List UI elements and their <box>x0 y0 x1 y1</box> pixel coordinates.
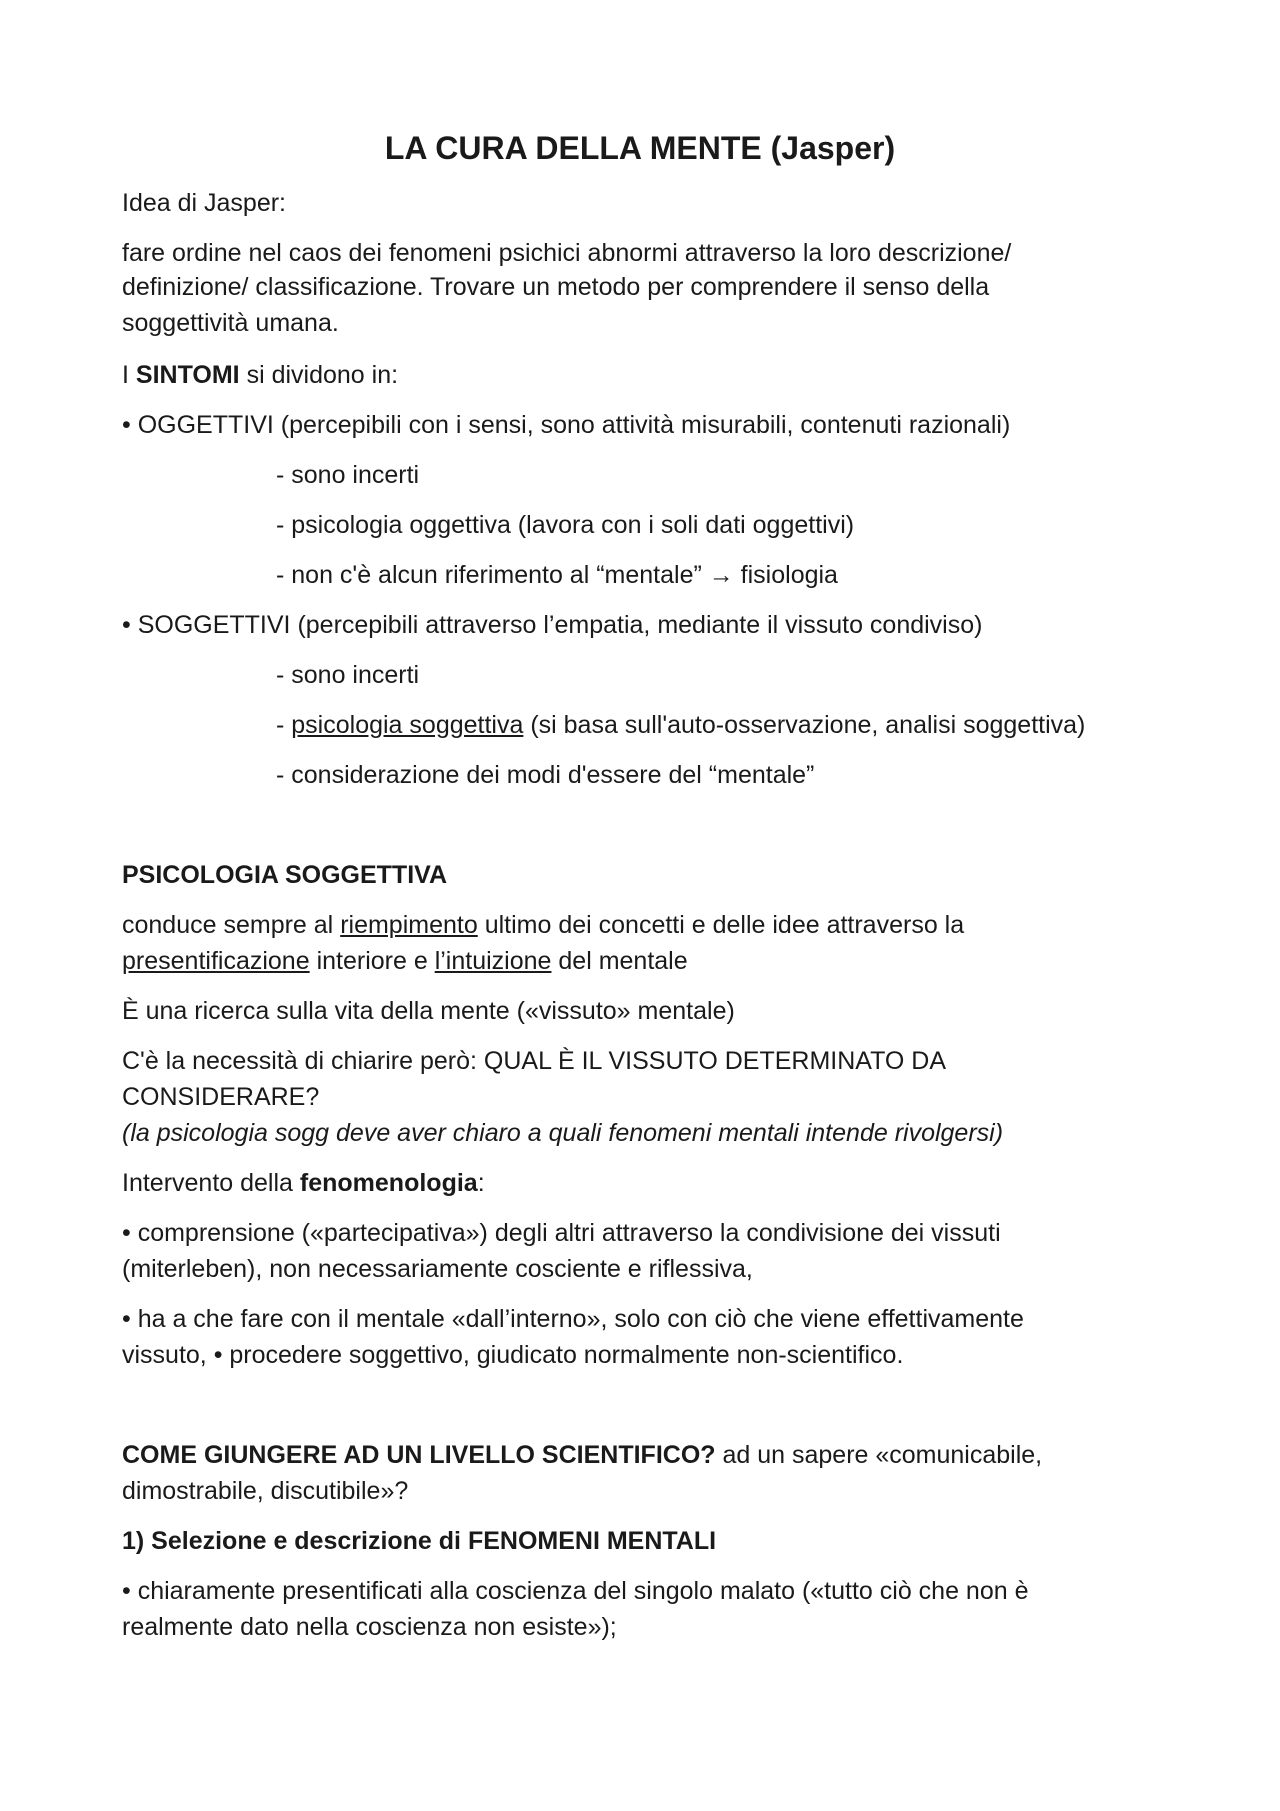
intro-line-2: definizione/ classificazione. Trovare un metodo per comprendere il senso della <box>122 273 990 301</box>
psicologia-line-4: C'è la necessità di chiarire però: QUAL È IL VISSUTO DETERMINATO DA <box>122 1047 947 1075</box>
intro-label: Idea di Jasper: <box>122 189 286 217</box>
fenomenologia-intro: Intervento della fenomenologia: <box>122 1169 485 1197</box>
psicologia-line-1: conduce sempre al riempimento ultimo dei concetti e delle idee attraverso la <box>122 911 965 939</box>
scientifico-line-2: dimostrabile, discutibile»? <box>122 1477 409 1505</box>
fenomenologia-bullet-1-line-1: • comprensione («partecipativa») degli altri attraverso la condivisione dei vissuti <box>122 1219 1001 1247</box>
fenomenologia-bullet-2-line-1: • ha a che fare con il mentale «dall’interno», solo con ciò che viene effettivamente <box>122 1305 1024 1333</box>
scientifico-subheading: 1) Selezione e descrizione di FENOMENI MENTALI <box>122 1527 717 1555</box>
psicologia-line-6: (la psicologia sogg deve aver chiaro a quali fenomeni mentali intende rivolgersi) <box>122 1119 1004 1147</box>
fenomenologia-bullet-1-line-2: (miterleben), non necessariamente cosciente e riflessiva, <box>122 1255 753 1283</box>
intro-line-3: soggettività umana. <box>122 309 339 337</box>
psicologia-line-2: presentificazione interiore e l’intuizione del mentale <box>122 947 688 975</box>
psicologia-heading: PSICOLOGIA SOGGETTIVA <box>122 861 448 889</box>
soggettivi-label: • SOGGETTIVI (percepibili attraverso l’empatia, mediante il vissuto condiviso) <box>122 611 983 639</box>
soggettivi-item-3: - considerazione dei modi d'essere del “mentale” <box>276 761 815 789</box>
scientifico-bullet-line-1: • chiaramente presentificati alla coscienza del singolo malato («tutto ciò che non è <box>122 1577 1029 1605</box>
page-title: LA CURA DELLA MENTE (Jasper) <box>384 130 896 166</box>
scientifico-bullet-line-2: realmente dato nella coscienza non esiste»); <box>122 1613 617 1641</box>
oggettivi-label: • OGGETTIVI (percepibili con i sensi, sono attività misurabili, contenuti razionali) <box>122 411 1011 439</box>
oggettivi-item-3: - non c'è alcun riferimento al “mentale” → fisiologia <box>276 561 838 589</box>
psicologia-line-3: È una ricerca sulla vita della mente («vissuto» mentale) <box>122 997 735 1025</box>
psicologia-line-5: CONSIDERARE? <box>122 1083 320 1111</box>
soggettivi-item-2: - psicologia soggettiva (si basa sull'auto-osservazione, analisi soggettiva) <box>276 711 1086 739</box>
oggettivi-item-1: - sono incerti <box>276 461 420 489</box>
fenomenologia-bullet-2-line-2: vissuto, • procedere soggettivo, giudicato normalmente non-scientifico. <box>122 1341 904 1369</box>
soggettivi-item-1: - sono incerti <box>276 661 420 689</box>
oggettivi-item-2: - psicologia oggettiva (lavora con i soli dati oggettivi) <box>276 511 855 539</box>
scientifico-heading: COME GIUNGERE AD UN LIVELLO SCIENTIFICO? ad un sapere «comunicabile, <box>122 1441 1043 1469</box>
intro-line-1: fare ordine nel caos dei fenomeni psichici abnormi attraverso la loro descrizione/ <box>122 239 1012 267</box>
sintomi-intro: I SINTOMI si dividono in: <box>122 361 399 389</box>
